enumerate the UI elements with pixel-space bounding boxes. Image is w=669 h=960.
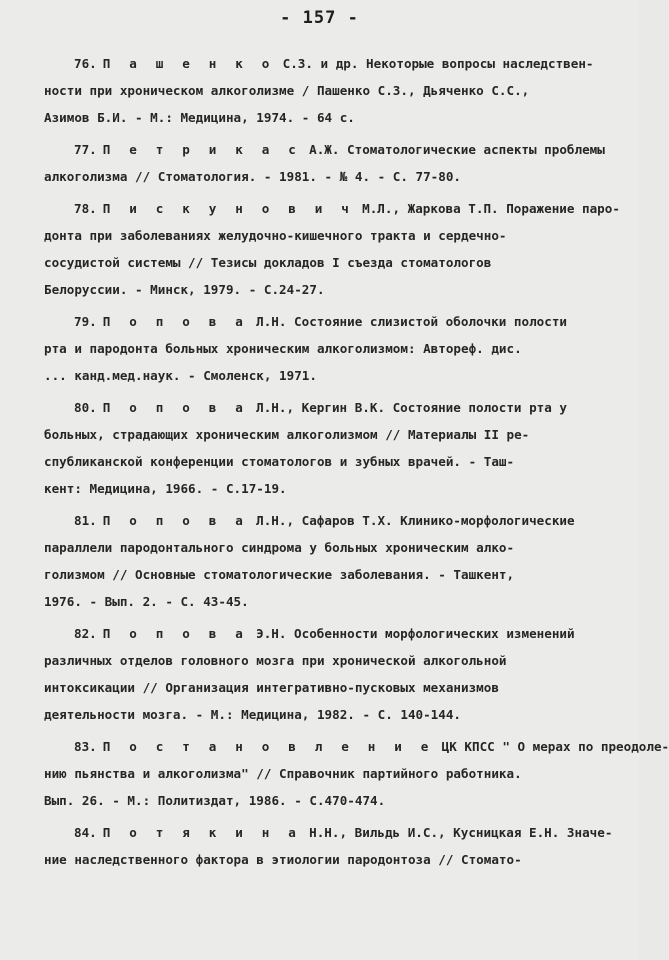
reference-line: интоксикации // Организация интегративно-пусковых механизмов (44, 680, 499, 695)
reference-line: ние наследственного фактора в этиологии пародонтоза // Стомато- (44, 852, 522, 867)
reference-line: кент: Медицина, 1966. - С.17-19. (44, 481, 287, 496)
reference-line: деятельности мозга. - М.: Медицина, 1982. - С. 140-144. (44, 707, 462, 722)
reference-text: Л.Н. Состояние слизистой оболочки полости (256, 314, 567, 329)
reference-line: спубликанской конференции стоматологов и зубных врачей. - Таш- (44, 454, 515, 469)
reference-author: П о п о в а (102, 314, 249, 329)
reference-line: ности при хроническом алкоголизме / Пашенко С.З., Дьяченко С.С., (44, 83, 530, 98)
reference-entry (44, 819, 613, 873)
reference-line: больных, страдающих хроническим алкоголизмом // Материалы II ре- (44, 427, 530, 442)
reference-line: Белоруссии. - Минск, 1979. - С.24-27. (44, 282, 325, 297)
reference-entry (44, 394, 604, 502)
reference-number: 76. (74, 56, 97, 71)
reference-author: П о т я к и н а (102, 825, 302, 840)
reference-line: донта при заболеваниях желудочно-кишечного тракта и сердечно- (44, 228, 507, 243)
reference-text: Н.Н., Вильдь И.С., Кусницкая Е.Н. Значе- (309, 825, 613, 840)
reference-line (44, 507, 604, 534)
reference-text: А.Ж. Стоматологические аспекты проблемы (309, 142, 605, 157)
reference-line: 1976. - Вып. 2. - С. 43-45. (44, 594, 249, 609)
reference-line (44, 620, 604, 647)
reference-entry (44, 308, 604, 389)
reference-line (44, 733, 669, 760)
reference-author: П е т р и к а с (102, 142, 302, 157)
reference-number: 81. (74, 513, 97, 528)
reference-number: 78. (74, 201, 97, 216)
reference-author: П о п о в а (102, 513, 249, 528)
reference-author: П а ш е н к о (102, 56, 276, 71)
reference-entry (44, 620, 604, 728)
reference-author: П и с к у н о в и ч (102, 201, 355, 216)
reference-entry (44, 136, 604, 190)
reference-number: 79. (74, 314, 97, 329)
reference-list (44, 50, 669, 878)
reference-line (44, 136, 604, 163)
page-number: - 157 - (280, 8, 359, 28)
reference-author: П о п о в а (102, 400, 249, 415)
reference-line: голизмом // Основные стоматологические заболевания. - Ташкент, (44, 567, 515, 582)
reference-line: параллели пародонтального синдрома у больных хроническим алко- (44, 540, 515, 555)
reference-text: ЦК КПСС " О мерах по преодоле- (441, 739, 669, 754)
reference-entry (44, 507, 604, 615)
reference-line: рта и пародонта больных хроническим алкоголизмом: Автореф. дис. (44, 341, 522, 356)
reference-author: П о п о в а (102, 626, 249, 641)
reference-line: алкоголизма // Стоматология. - 1981. - № 4. - С. 77-80. (44, 169, 462, 184)
reference-line (44, 308, 604, 335)
reference-line (44, 50, 604, 77)
reference-line: нию пьянства и алкоголизма" // Справочник партийного работника. (44, 766, 522, 781)
reference-text: Л.Н., Кергин В.К. Состояние полости рта у (256, 400, 567, 415)
reference-line: сосудистой системы // Тезисы докладов I съезда стоматологов (44, 255, 492, 270)
reference-entry (44, 50, 604, 131)
reference-line: ... канд.мед.наук. - Смоленск, 1971. (44, 368, 317, 383)
reference-line (44, 394, 604, 421)
reference-text: Э.Н. Особенности морфологических изменений (256, 626, 575, 641)
reference-number: 77. (74, 142, 97, 157)
reference-text: Л.Н., Сафаров Т.Х. Клинико-морфологические (256, 513, 575, 528)
reference-number: 84. (74, 825, 97, 840)
reference-text: С.З. и др. Некоторые вопросы наследствен- (282, 56, 594, 71)
reference-number: 82. (74, 626, 97, 641)
reference-author: П о с т а н о в л е н и е (102, 739, 435, 754)
reference-line: Азимов Б.И. - М.: Медицина, 1974. - 64 с. (44, 110, 355, 125)
reference-text: М.Л., Жаркова Т.П. Поражение паро- (362, 201, 620, 216)
reference-line (44, 195, 620, 222)
reference-number: 80. (74, 400, 97, 415)
reference-line: различных отделов головного мозга при хронической алкогольной (44, 653, 507, 668)
reference-entry (44, 195, 620, 303)
reference-number: 83. (74, 739, 97, 754)
reference-entry (44, 733, 669, 814)
reference-line: Вып. 26. - М.: Политиздат, 1986. - С.470-474. (44, 793, 386, 808)
reference-line (44, 819, 613, 846)
